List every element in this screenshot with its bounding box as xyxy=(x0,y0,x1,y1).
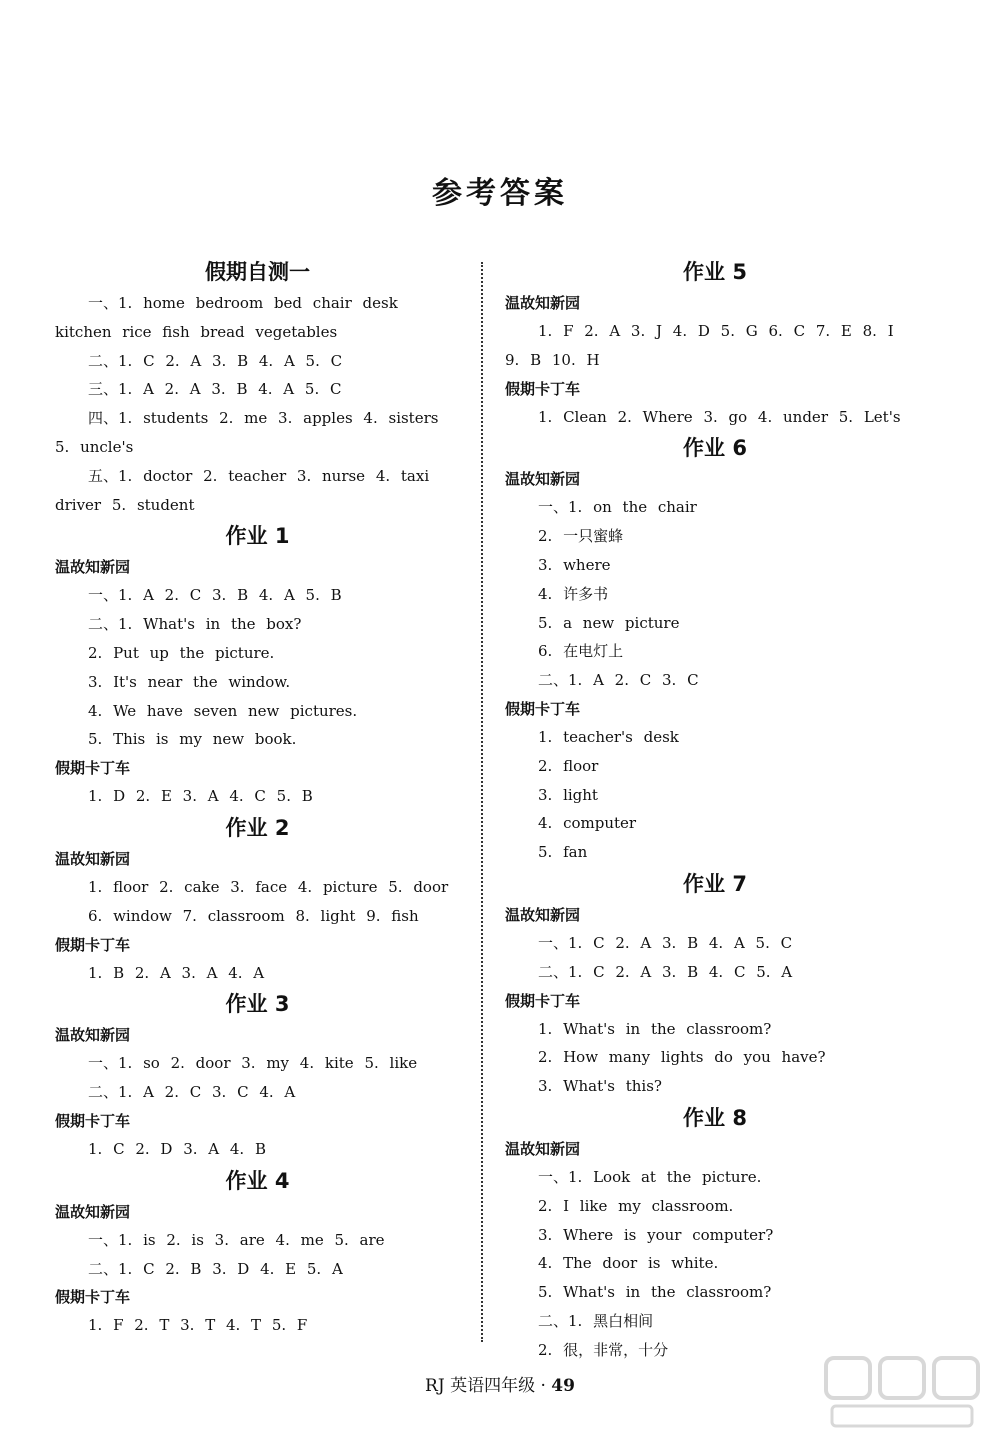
section-heading: 作业 3 xyxy=(225,992,290,1017)
left-column xyxy=(55,255,460,1340)
answer-line: 一、1. so 2. door 3. my 4. kite 5. like xyxy=(88,1054,418,1073)
right-column xyxy=(505,255,925,1365)
answer-line: 4. The door is white. xyxy=(538,1254,719,1273)
section-heading: 作业 8 xyxy=(683,1105,747,1130)
answer-line: 2. 很，非常，十分 xyxy=(538,1340,669,1359)
answer-line: 3. light xyxy=(538,785,598,804)
answer-line: 四、1. students 2. me 3. apples 4. sisters xyxy=(88,409,439,428)
page-number: 49 xyxy=(551,1376,575,1396)
answer-line: 1. floor 2. cake 3. face 4. picture 5. door xyxy=(88,877,449,896)
subsection-label: 假期卡丁车 xyxy=(55,759,131,778)
answer-line: 一、1. home bedroom bed chair desk xyxy=(88,294,398,312)
answer-line: 1. What's in the classroom? xyxy=(538,1019,772,1038)
answer-line: driver 5. student xyxy=(55,495,195,514)
answer-line: 1. Clean 2. Where 3. go 4. under 5. Let's xyxy=(538,407,901,426)
answer-line: 3. It's near the window. xyxy=(88,672,291,691)
answer-line: 9. B 10. H xyxy=(505,350,600,369)
subsection-label: 温故知新园 xyxy=(55,1202,131,1221)
subsection-label: 假期卡丁车 xyxy=(55,935,131,954)
subsection-label: 温故知新园 xyxy=(55,849,131,868)
answer-line: 2. 一只蜜蜂 xyxy=(538,527,624,546)
subsection-label: 假期卡丁车 xyxy=(505,379,581,398)
section-heading: 作业 6 xyxy=(683,436,747,461)
answer-line: 1. teacher's desk xyxy=(538,727,679,746)
answer-line: 二、1. A 2. C 3. C xyxy=(538,671,699,690)
answer-line: kitchen rice fish bread vegetables xyxy=(55,322,338,341)
subsection-label: 假期卡丁车 xyxy=(505,699,581,718)
answer-line: 五、1. doctor 2. teacher 3. nurse 4. taxi xyxy=(88,466,430,485)
subsection-label: 温故知新园 xyxy=(505,470,581,489)
answer-line: 2. How many lights do you have? xyxy=(538,1048,826,1067)
answer-line: 3. What's this? xyxy=(538,1077,662,1096)
answer-line: 2. Put up the picture. xyxy=(88,643,275,662)
answer-line: 1. B 2. A 3. A 4. A xyxy=(88,963,265,982)
section-heading: 作业 7 xyxy=(683,871,747,896)
answer-line: 二、1. C 2. A 3. B 4. C 5. A xyxy=(538,962,793,981)
answer-line: 4. 许多书 xyxy=(538,584,609,603)
subsection-label: 假期卡丁车 xyxy=(505,991,581,1010)
footer-label: RJ 英语四年级 · xyxy=(425,1376,552,1396)
answer-line: 2. I like my classroom. xyxy=(538,1196,734,1215)
subsection-label: 假期卡丁车 xyxy=(55,1111,131,1130)
answer-line: 5. fan xyxy=(538,843,588,862)
answer-line: 6. window 7. classroom 8. light 9. fish xyxy=(88,906,419,925)
answer-line: 5. uncle's xyxy=(55,437,134,456)
answer-line: 1. F 2. A 3. J 4. D 5. G 6. C 7. E 8. I xyxy=(538,322,894,340)
answer-line: 5. a new picture xyxy=(538,613,680,632)
column-divider xyxy=(481,262,483,1342)
page-title: 参考答案 xyxy=(432,176,568,211)
section-heading: 作业 5 xyxy=(683,260,747,284)
subsection-label: 温故知新园 xyxy=(505,905,581,924)
subsection-label: 温故知新园 xyxy=(55,558,131,577)
answer-line: 1. D 2. E 3. A 4. C 5. B xyxy=(88,787,313,806)
section-heading: 作业 2 xyxy=(225,815,290,840)
answer-line: 5. This is my new book. xyxy=(88,730,297,749)
subsection-label: 温故知新园 xyxy=(505,294,581,312)
answer-line: 2. floor xyxy=(538,756,599,775)
section-heading: 作业 1 xyxy=(225,524,290,549)
section-heading: 作业 4 xyxy=(225,1168,290,1193)
answer-line: 5. What's in the classroom? xyxy=(538,1283,772,1302)
subsection-label: 温故知新园 xyxy=(505,1139,581,1158)
section-heading: 假期自测一 xyxy=(205,260,310,284)
answer-line: 3. where xyxy=(538,555,611,574)
answer-line: 1. C 2. D 3. A 4. B xyxy=(88,1139,266,1158)
answer-line: 一、1. on the chair xyxy=(538,498,697,517)
answer-line: 一、1. Look at the picture. xyxy=(538,1167,762,1186)
answer-line: 二、1. C 2. A 3. B 4. A 5. C xyxy=(88,351,343,370)
answer-line: 一、1. is 2. is 3. are 4. me 5. are xyxy=(88,1230,385,1249)
answer-line: 二、1. What's in the box? xyxy=(88,615,302,634)
answer-line: 3. Where is your computer? xyxy=(538,1225,774,1244)
answer-line: 6. 在电灯上 xyxy=(538,642,624,661)
answer-line: 1. F 2. T 3. T 4. T 5. F xyxy=(88,1316,308,1335)
watermark-logo-icon xyxy=(822,1352,982,1432)
subsection-label: 假期卡丁车 xyxy=(55,1288,131,1307)
answer-line: 4. We have seven new pictures. xyxy=(88,701,358,720)
answer-line: 4. computer xyxy=(538,814,637,833)
answer-line: 二、1. A 2. C 3. C 4. A xyxy=(88,1083,296,1102)
answer-line: 三、1. A 2. A 3. B 4. A 5. C xyxy=(88,380,342,399)
answer-line: 二、1. 黑白相间 xyxy=(538,1311,654,1330)
subsection-label: 温故知新园 xyxy=(55,1026,131,1045)
answer-line: 一、1. C 2. A 3. B 4. A 5. C xyxy=(538,933,793,952)
answer-line: 一、1. A 2. C 3. B 4. A 5. B xyxy=(88,586,342,605)
answer-line: 二、1. C 2. B 3. D 4. E 5. A xyxy=(88,1259,343,1278)
